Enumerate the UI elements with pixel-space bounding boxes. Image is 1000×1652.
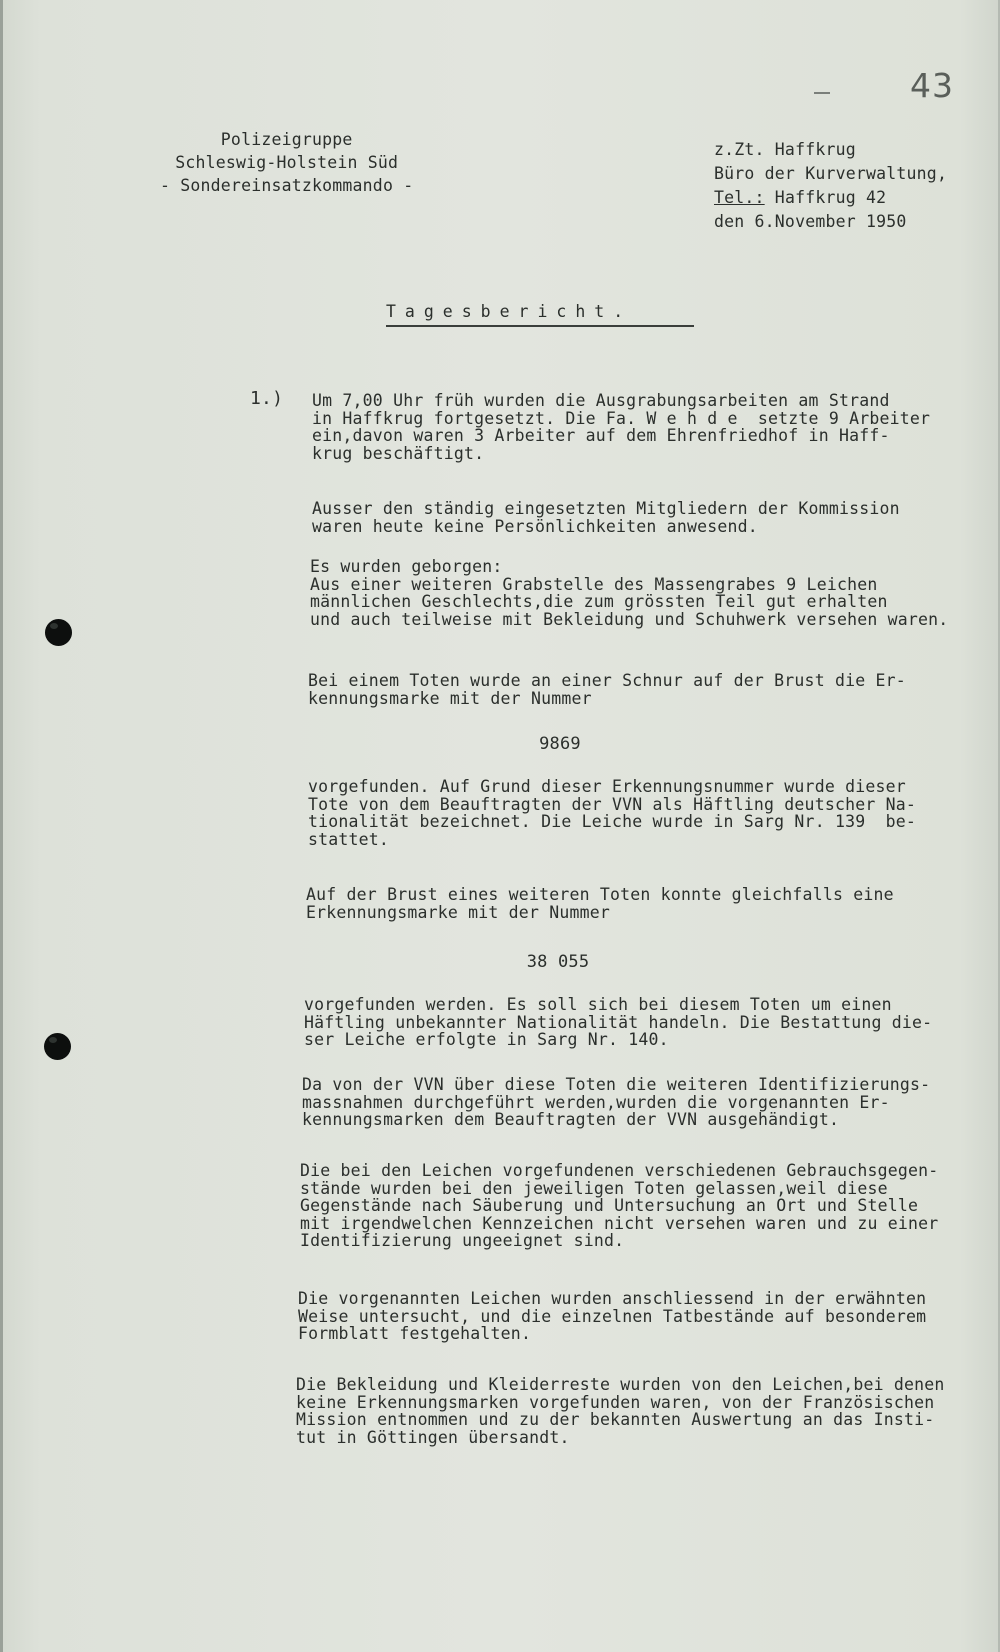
sender-line-1: Polizeigruppe	[220, 130, 353, 149]
place-date-block	[714, 138, 947, 234]
text-line: Formblatt festgehalten.	[298, 1324, 532, 1343]
text-line: Die vorgenannten Leichen wurden anschliessend in der erwähnten	[298, 1289, 927, 1308]
sender-block	[160, 128, 413, 197]
text-line: massnahmen durchgeführt werden,wurden die vorgenannten Er-	[302, 1092, 890, 1112]
text-line: stände wurden bei den jeweiligen Toten gelassen,weil diese	[300, 1178, 888, 1198]
pencil-mark	[814, 92, 830, 94]
text-line: Weise untersucht, und die einzelnen Tatbestände auf besonderem	[298, 1306, 927, 1326]
text-line: ein,davon waren 3 Arbeiter auf dem Ehrenfriedhof in Haff-	[312, 426, 890, 445]
paragraph-5	[308, 778, 968, 848]
identification-number-1: 9869	[539, 734, 581, 754]
telephone-line	[714, 186, 947, 210]
text-line: Es wurden geborgen:	[310, 557, 503, 576]
text-line: männlichen Geschlechts,die zum grössten Teil gut erhalten	[310, 592, 888, 611]
paragraph-6	[306, 886, 966, 921]
page-edge-left	[0, 0, 3, 1652]
paragraph-3	[310, 558, 970, 628]
text-line: Bei einem Toten wurde an einer Schnur auf der Brust die Er-	[308, 671, 906, 690]
text-line: Ausser den ständig eingesetzten Mitgliedern der Kommission	[312, 499, 900, 518]
place-line-2: Büro der Kurverwaltung,	[714, 164, 948, 183]
text-line: Mission entnommen und zu der bekannten Auswertung an das Insti-	[296, 1410, 935, 1429]
text-line: Die bei den Leichen vorgefundenen verschiedenen Gebrauchsgegen-	[300, 1161, 939, 1180]
text-line: und auch teilweise mit Bekleidung und Schuhwerk versehen waren.	[310, 609, 949, 629]
punch-hole	[45, 619, 72, 646]
text-line: Um 7,00 Uhr früh wurden die Ausgrabungsarbeiten am Strand	[312, 391, 890, 410]
text-line: Da von der VVN über diese Toten die weiteren Identifizierungs-	[302, 1075, 931, 1094]
text-line: in Haffkrug fortgesetzt. Die Fa. W e h d e setzte 9 Arbeiter	[312, 408, 931, 428]
text-line: Identifizierung ungeeignet sind.	[300, 1231, 625, 1250]
text-line: krug beschäftigt.	[312, 443, 485, 463]
text-line: Auf der Brust eines weiteren Toten konnte gleichfalls eine	[306, 885, 894, 904]
text-line: Gegenstände nach Säuberung und Untersuchung an Ort und Stelle	[300, 1196, 919, 1215]
place-line-1: z.Zt. Haffkrug	[714, 140, 856, 159]
paragraph-8	[302, 1076, 962, 1129]
date-line: den 6.November 1950	[714, 212, 907, 231]
text-line: ser Leiche erfolgte in Sarg Nr. 140.	[304, 1030, 669, 1049]
telephone-value: Haffkrug 42	[764, 188, 887, 207]
text-line: keine Erkennungsmarken vorgefunden waren, von der Französischen	[296, 1392, 935, 1412]
text-line: kennungsmarke mit der Nummer	[308, 688, 592, 708]
paragraph-7	[304, 996, 964, 1049]
text-line: vorgefunden werden. Es soll sich bei diesem Toten um einen	[304, 995, 892, 1014]
paragraph-11	[296, 1376, 976, 1446]
text-line: tut in Göttingen übersandt.	[296, 1427, 570, 1447]
paragraph-9	[300, 1162, 980, 1250]
text-line: Häftling unbekannter Nationalität handeln. Die Bestattung die-	[304, 1012, 933, 1032]
paragraph-2	[312, 500, 972, 535]
sender-line-2: Schleswig-Holstein Süd	[175, 153, 399, 172]
report-title: Tagesbericht.	[386, 302, 633, 321]
text-line: stattet.	[308, 829, 390, 849]
paragraph-4	[308, 672, 968, 707]
paragraph-10	[298, 1290, 978, 1343]
text-line: mit irgendwelchen Kennzeichen nicht versehen waren und zu einer	[300, 1213, 939, 1233]
text-line: vorgefunden. Auf Grund dieser Erkennungsnummer wurde dieser	[308, 777, 906, 796]
folio-number: 43	[910, 66, 954, 105]
telephone-label: Tel.:	[714, 188, 765, 207]
sender-line-3: - Sondereinsatzkommando -	[160, 176, 414, 195]
text-line: Erkennungsmarke mit der Nummer	[306, 902, 611, 922]
text-line: Die Bekleidung und Kleiderreste wurden von den Leichen,bei denen	[296, 1375, 945, 1394]
item-number: 1.)	[250, 388, 284, 409]
punch-hole	[44, 1033, 71, 1060]
text-line: tionalität bezeichnet. Die Leiche wurde in Sarg Nr. 139 be-	[308, 812, 917, 831]
text-line: Aus einer weiteren Grabstelle des Massengrabes 9 Leichen	[310, 574, 878, 594]
paragraph-1	[312, 392, 972, 462]
title-underline	[386, 325, 694, 327]
text-line: kennungsmarken dem Beauftragten der VVN ausgehändigt.	[302, 1110, 840, 1129]
text-line: Tote von dem Beauftragten der VVN als Häftling deutscher Na-	[308, 794, 917, 814]
identification-number-2: 38 055	[526, 952, 590, 972]
text-line: waren heute keine Persönlichkeiten anwesend.	[312, 516, 758, 536]
